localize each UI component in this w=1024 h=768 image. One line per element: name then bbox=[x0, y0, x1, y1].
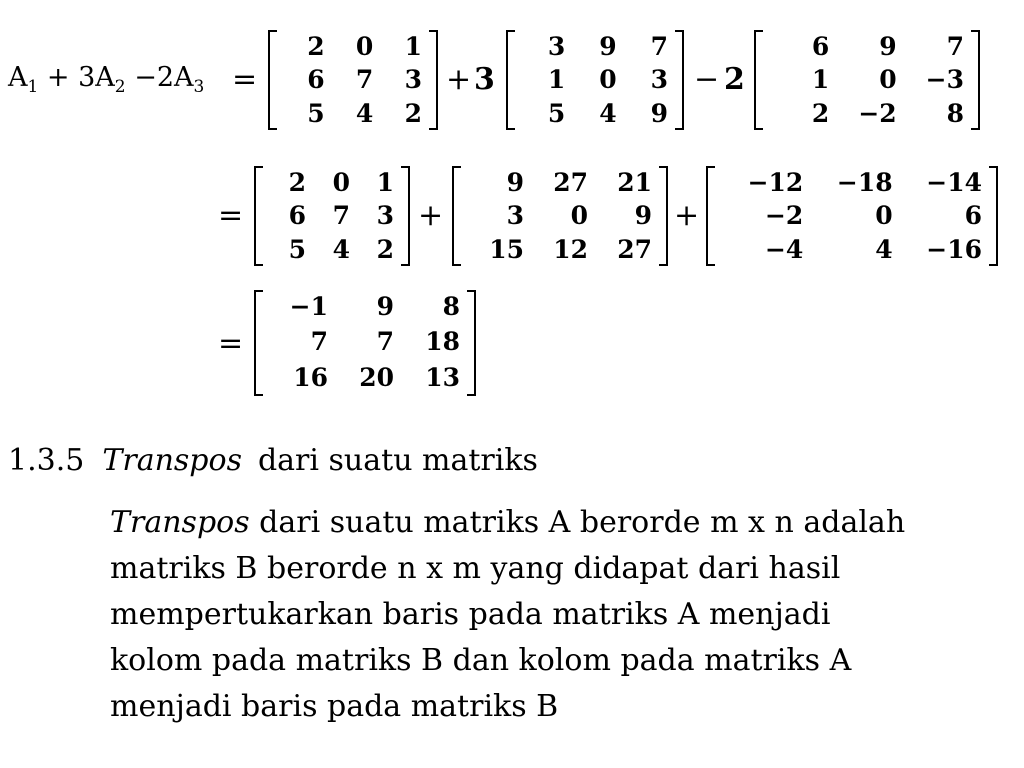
matrix-cell: 7 bbox=[946, 32, 964, 61]
matrix-cell: 2 bbox=[376, 234, 394, 264]
coefficient-3: 3 bbox=[474, 62, 495, 97]
matrix-cell: 4 bbox=[875, 234, 893, 264]
paragraph-line-5: menjadi baris pada matriks B bbox=[110, 689, 559, 724]
matrix-cell: 1 bbox=[376, 168, 394, 197]
plus-sign-row2-second: + bbox=[674, 198, 700, 233]
matrix-cell: 3 bbox=[506, 201, 524, 231]
left-bracket bbox=[706, 166, 715, 266]
matrix-cell: −4 bbox=[764, 234, 804, 264]
matrix-cell: 2 bbox=[404, 98, 422, 128]
right-bracket bbox=[429, 30, 438, 130]
paragraph-line-2: matriks B berorde n x m yang didapat dari hasil bbox=[110, 551, 841, 586]
left-bracket bbox=[254, 166, 263, 266]
matrix-cell: 3 bbox=[404, 65, 422, 95]
matrix-cell: −16 bbox=[926, 234, 982, 264]
matrix-cell: −12 bbox=[747, 168, 804, 197]
matrix-cell: −18 bbox=[836, 168, 893, 197]
matrix-cell: −3 bbox=[925, 65, 964, 95]
matrix-cell: 18 bbox=[425, 327, 460, 357]
matrix-row2-b bbox=[452, 166, 668, 266]
matrix-cell: 9 bbox=[634, 201, 652, 231]
matrix-cell: 9 bbox=[650, 98, 668, 128]
paragraph-line-1 bbox=[110, 500, 1010, 546]
section-number: 1.3.5 bbox=[8, 443, 85, 478]
matrix-row1-a bbox=[268, 30, 438, 130]
equation-lhs bbox=[8, 62, 204, 97]
paragraph-line-3: mempertukarkan baris pada matriks A menjadi bbox=[110, 597, 831, 632]
matrix-cell: 5 bbox=[288, 234, 306, 264]
right-bracket bbox=[467, 290, 476, 396]
matrix-result bbox=[254, 290, 476, 396]
lhs-sub-1: 1 bbox=[27, 77, 39, 97]
matrix-cell: 0 bbox=[599, 65, 617, 95]
paragraph-line-4: kolom pada matriks B dan kolom pada matriks A bbox=[110, 643, 852, 678]
matrix-row1-b bbox=[506, 30, 684, 130]
coefficient-2: 2 bbox=[724, 62, 745, 97]
matrix-cell: 6 bbox=[288, 201, 306, 231]
right-bracket bbox=[675, 30, 684, 130]
matrix-cell: 5 bbox=[547, 98, 566, 128]
matrix-cell: 15 bbox=[489, 234, 524, 264]
right-bracket bbox=[401, 166, 410, 266]
matrix-cell: 7 bbox=[310, 327, 328, 357]
matrix-cell: 8 bbox=[442, 292, 460, 321]
matrix-cell: 4 bbox=[599, 98, 617, 128]
matrix-cell: −14 bbox=[926, 168, 982, 197]
matrix-cell: −2 bbox=[858, 98, 897, 128]
matrix-cell: 3 bbox=[376, 201, 394, 231]
matrix-cell: 7 bbox=[332, 201, 350, 231]
minus-sign-row1: − bbox=[694, 62, 720, 97]
right-bracket bbox=[659, 166, 668, 266]
lhs-term-a1: A bbox=[8, 62, 28, 93]
plus-sign-row1: + bbox=[446, 62, 472, 97]
matrix-cell: 1 bbox=[547, 65, 566, 95]
equals-sign-row3: = bbox=[218, 326, 244, 361]
right-bracket bbox=[989, 166, 998, 266]
matrix-cell: 2 bbox=[307, 32, 325, 61]
equals-sign-row1: = bbox=[232, 62, 258, 97]
matrix-cell: 13 bbox=[425, 362, 460, 392]
lhs-term-3a2: + 3A bbox=[38, 62, 115, 93]
matrix-cell: 20 bbox=[359, 362, 394, 392]
matrix-cell: 0 bbox=[355, 32, 374, 61]
matrix-cell: 4 bbox=[332, 234, 350, 264]
matrix-cell: 7 bbox=[355, 65, 374, 95]
matrix-cell: 3 bbox=[547, 32, 566, 61]
matrix-cell: 0 bbox=[879, 65, 897, 95]
matrix-row1-c bbox=[754, 30, 980, 130]
matrix-cell: 6 bbox=[964, 201, 982, 231]
lhs-sub-2: 2 bbox=[114, 77, 126, 97]
matrix-cell: 0 bbox=[332, 168, 350, 197]
matrix-cell: 1 bbox=[404, 32, 422, 61]
matrix-cell: 0 bbox=[875, 201, 893, 231]
matrix-cell: 2 bbox=[288, 168, 306, 197]
section-title-rest: dari suatu matriks bbox=[257, 443, 538, 478]
equals-sign-row2: = bbox=[218, 198, 244, 233]
matrix-cell: 9 bbox=[599, 32, 617, 61]
matrix-cell: 2 bbox=[811, 98, 830, 128]
matrix-cell: 9 bbox=[879, 32, 897, 61]
lhs-sub-3: 3 bbox=[193, 77, 205, 97]
matrix-cell: 8 bbox=[946, 98, 964, 128]
left-bracket bbox=[754, 30, 763, 130]
matrix-cell: 9 bbox=[506, 168, 524, 197]
matrix-row2-c bbox=[706, 166, 998, 266]
section-title-italic: Transpos bbox=[102, 443, 242, 478]
lhs-term-2a3: −2A bbox=[125, 62, 194, 93]
matrix-cell: 7 bbox=[376, 327, 394, 357]
matrix-cell: 9 bbox=[376, 292, 394, 321]
matrix-cell: 12 bbox=[553, 234, 588, 264]
matrix-cell: 21 bbox=[617, 168, 652, 197]
matrix-row2-a bbox=[254, 166, 410, 266]
definition-paragraph bbox=[110, 500, 1010, 730]
matrix-cell: 7 bbox=[650, 32, 668, 61]
matrix-cell: 27 bbox=[617, 234, 652, 264]
matrix-cell: 16 bbox=[293, 362, 328, 392]
plus-sign-row2-first: + bbox=[418, 198, 444, 233]
matrix-cell: 1 bbox=[811, 65, 830, 95]
left-bracket bbox=[268, 30, 277, 130]
left-bracket bbox=[452, 166, 461, 266]
matrix-cell: −1 bbox=[289, 292, 328, 321]
matrix-cell: 6 bbox=[307, 65, 325, 95]
paragraph-line-1-rest: dari suatu matriks A berorde m x n adalah bbox=[249, 505, 906, 540]
paragraph-italic-term: Transpos bbox=[110, 505, 250, 540]
matrix-cell: 27 bbox=[553, 168, 588, 197]
matrix-cell: 5 bbox=[307, 98, 325, 128]
matrix-cell: −2 bbox=[764, 201, 804, 231]
matrix-cell: 0 bbox=[570, 201, 588, 231]
matrix-cell: 3 bbox=[650, 65, 668, 95]
left-bracket bbox=[254, 290, 263, 396]
left-bracket bbox=[506, 30, 515, 130]
right-bracket bbox=[971, 30, 980, 130]
section-heading bbox=[8, 443, 538, 478]
matrix-cell: 6 bbox=[811, 32, 830, 61]
matrix-cell: 4 bbox=[355, 98, 374, 128]
